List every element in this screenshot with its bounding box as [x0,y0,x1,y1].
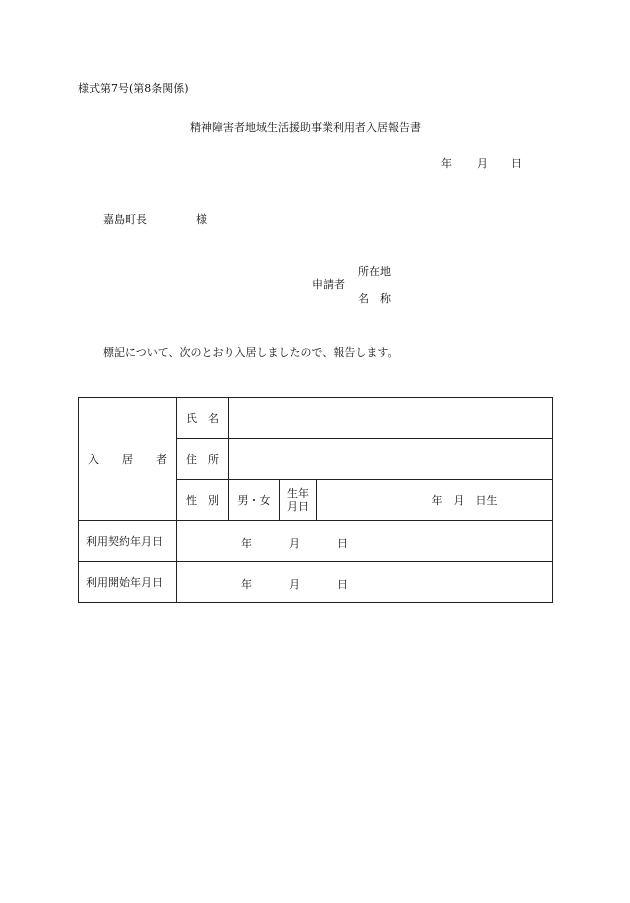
applicant-name-label: 名 称 [358,292,391,305]
birthdate-label-line1: 生年 [287,487,309,500]
gender-options[interactable]: 男・女 [229,480,280,521]
document-title: 精神障害者地域生活援助事業利用者入居報告書 [190,121,421,134]
date-year: 年 [441,157,452,170]
name-label: 氏 名 [177,398,229,439]
table-row [79,521,553,562]
birthdate-field[interactable] [317,480,553,521]
contract-date-year: 年 [241,536,252,550]
applicant-location-label: 所在地 [358,265,391,278]
contract-date-day: 日 [337,536,348,550]
form-number: 様式第7号(第8条関係) [78,82,189,95]
body-text: 標記について、次のとおり入居しましたので、報告します。 [103,346,399,359]
name-field[interactable] [229,398,553,439]
start-date-month: 月 [289,577,300,591]
address-label: 住 所 [177,439,229,480]
gender-label: 性 別 [177,480,229,521]
birthdate-label-cell [280,480,317,521]
contract-date-month: 月 [289,536,300,550]
date-month: 月 [477,157,488,170]
start-date-field[interactable] [177,562,553,603]
start-date-day: 日 [337,577,348,591]
contract-date-field[interactable] [177,521,553,562]
contract-date-label: 利用契約年月日 [79,521,177,562]
birthdate-label-line2: 月日 [287,500,309,513]
addressee-name: 嘉島町長 [103,213,147,226]
date-day: 日 [511,157,522,170]
addressee-honorific: 様 [196,213,207,226]
resident-report-table [78,397,553,603]
table-row [79,562,553,603]
table-row [79,398,553,439]
resident-header-cell [79,398,177,521]
applicant-label: 申請者 [312,278,345,291]
resident-header-char: 入 [88,453,99,466]
resident-header-char: 居 [122,453,133,466]
resident-header-char: 者 [156,453,167,466]
start-date-year: 年 [241,577,252,591]
start-date-label: 利用開始年月日 [79,562,177,603]
birthdate-value: 年 月 日生 [431,494,498,507]
address-field[interactable] [229,439,553,480]
